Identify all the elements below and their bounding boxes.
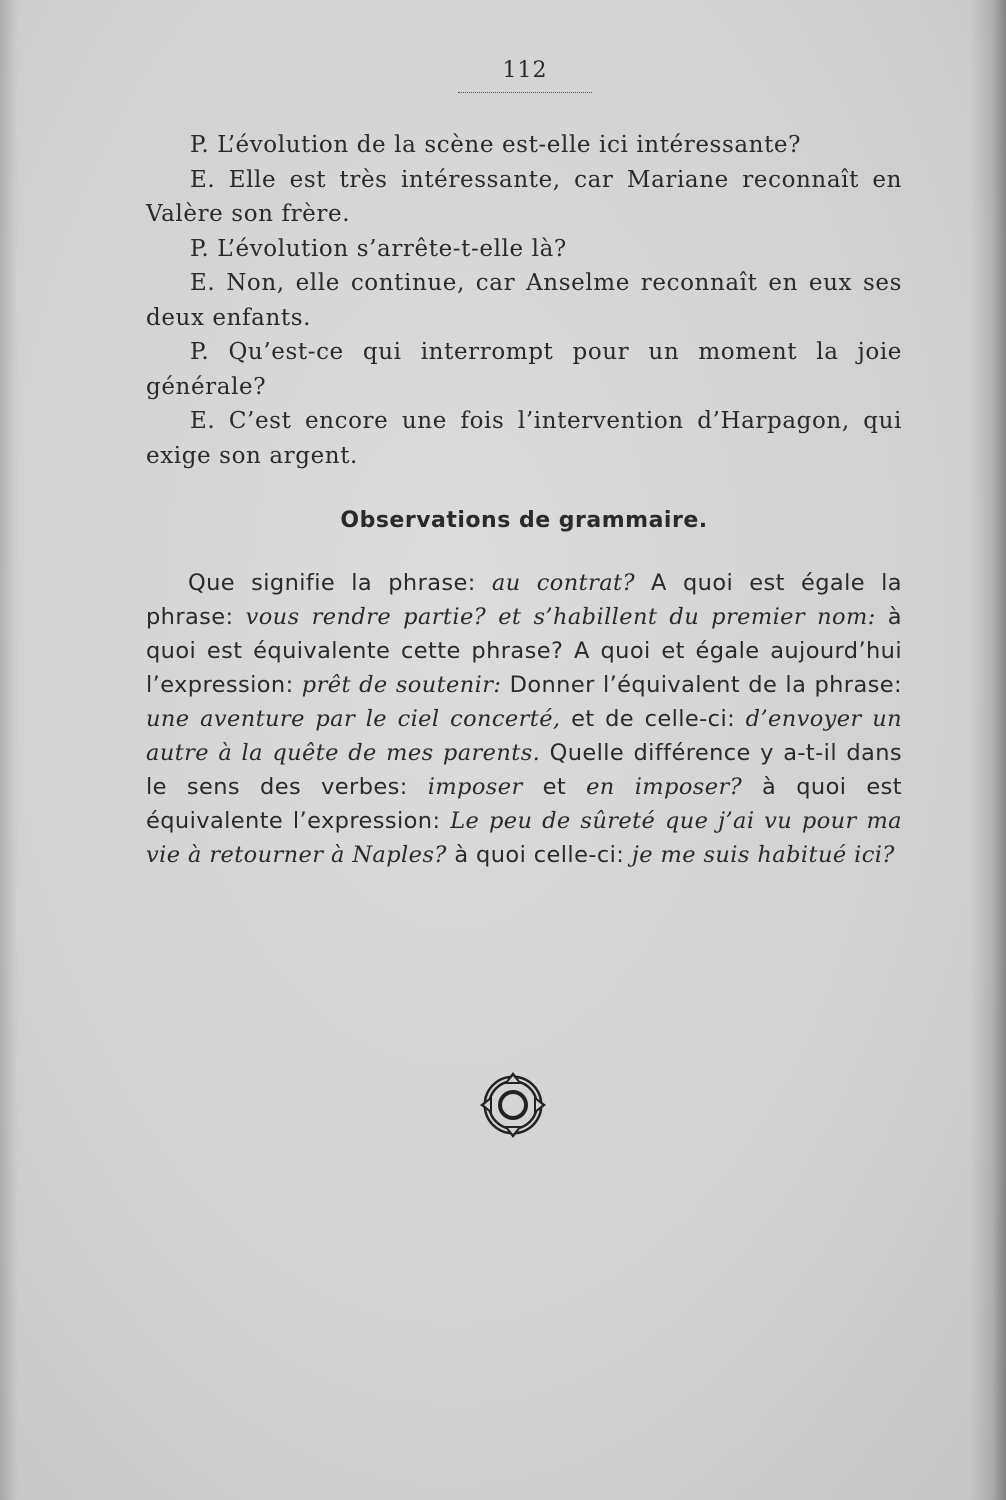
- grammar-quote: une aventure par le ciel concerté,: [146, 706, 561, 732]
- grammar-quote: d’envoyer un autre à la quête de mes parents.: [146, 706, 902, 766]
- grammar-text: et: [522, 774, 587, 800]
- circular-knot-ornament-icon: [478, 1070, 548, 1140]
- grammar-text: et de celle-ci:: [560, 706, 746, 732]
- grammar-text: Donner l’équivalent de la phrase:: [501, 672, 902, 698]
- dialogue-line: P. L’évolution de la scène est-elle ici intéressante?: [190, 132, 802, 158]
- grammar-paragraph: [146, 566, 902, 872]
- dialogue-line: E. Non, elle continue, car Anselme reconnaît en eux ses deux enfants.: [146, 270, 902, 331]
- page-number-rule: [458, 92, 592, 93]
- grammar-text: à quoi est équivalente cette phrase? A quoi et égale aujourd’hui l’expression:: [146, 604, 902, 698]
- grammar-text: Quelle différence y a-t-il dans le sens des verbes:: [146, 740, 902, 800]
- page-number: 112: [502, 58, 548, 83]
- dialogue-line: P. Qu’est-ce qui interrompt pour un moment la joie générale?: [146, 339, 902, 400]
- grammar-text: A quoi est égale la phrase:: [146, 570, 902, 630]
- gutter-shadow: [0, 0, 18, 1500]
- dialogue-line: E. C’est encore une fois l’intervention d’Harpagon, qui exige son argent.: [146, 408, 902, 469]
- grammar-text: à quoi est équivalente l’expression:: [146, 774, 902, 834]
- grammar-quote: au contrat?: [491, 570, 635, 596]
- grammar-text: à quoi celle-ci:: [446, 842, 632, 868]
- grammar-quote: prêt de soutenir:: [301, 672, 502, 698]
- dialogue-line: E. Elle est très intéressante, car Mariane reconnaît en Valère son frère.: [146, 166, 902, 227]
- page-edge-shadow: [970, 0, 1006, 1500]
- grammar-quote: vous rendre partie? et s’habillent du premier nom:: [245, 604, 876, 630]
- dialogue-block: [146, 128, 902, 473]
- dialogue-line: P. L’évolution s’arrête-t-elle là?: [190, 235, 567, 262]
- section-title: Observations de grammaire.: [340, 508, 708, 533]
- grammar-quote: je me suis habitué ici?: [631, 842, 895, 868]
- grammar-quote: imposer: [427, 774, 523, 800]
- grammar-quote: Le peu de sûreté que j’ai vu pour ma vie à retourner à Naples?: [146, 808, 902, 868]
- grammar-quote: en imposer?: [586, 774, 743, 800]
- grammar-text: Que signifie la phrase:: [188, 570, 492, 596]
